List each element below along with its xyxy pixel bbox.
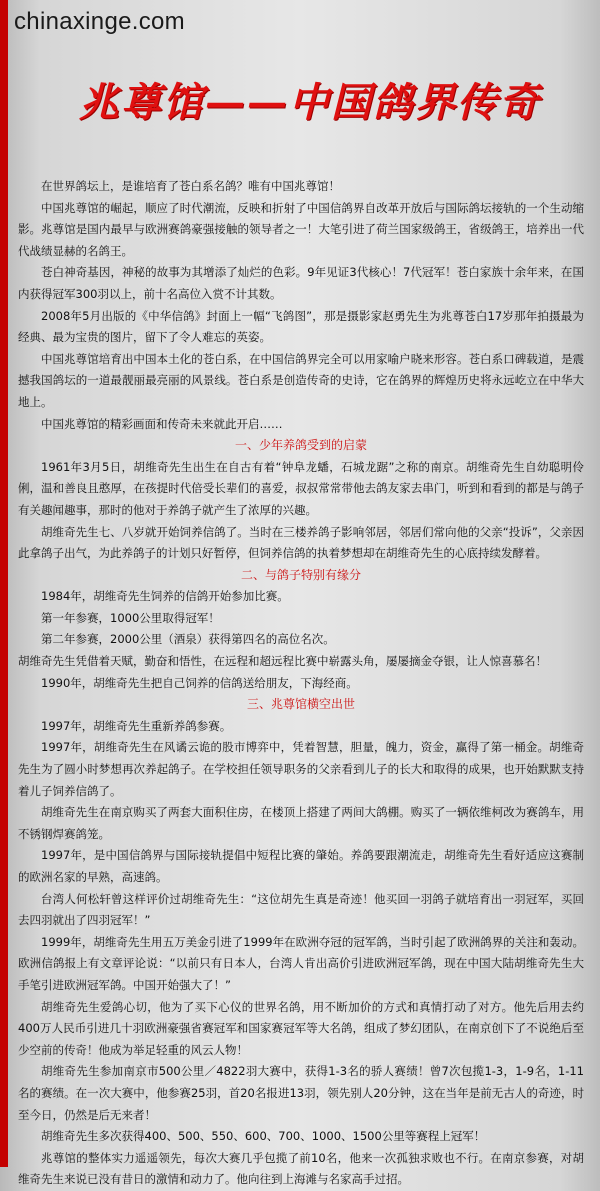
paragraph: 第一年参赛，1000公里取得冠军！	[41, 610, 220, 625]
paragraph: 2008年5月出版的《中华信鸽》封面上一幅“飞鸽图”，那是摄影家赵勇先生为兆尊苍白17岁那年拍摄最为经典、最为宝贵的图片，留下了令人难忘的英姿。	[18, 308, 584, 345]
paragraph: 中国兆尊馆的崛起，顺应了时代潮流，反映和折射了中国信鸽界自改革开放后与国际鸽坛接轨的一个生动缩影。兆尊馆是国内最早与欧洲赛鸽豪强接触的领导者之一！大笔引进了荷兰国家级鸽王，省级鸽王，培养出一代代战绩显赫的名鸽王。	[18, 200, 584, 258]
paragraph: 中国兆尊馆培育出中国本土化的苍白系，在中国信鸽界完全可以用家喻户晓来形容。苍白系口碑载道，是震撼我国鸽坛的一道最靓丽最亮丽的风景线。苍白系是创造传奇的史诗，它在鸽界的辉煌历史将永远屹立在中华大地上。	[18, 351, 584, 409]
paragraph: 苍白神奇基因，神秘的故事为其增添了灿烂的色彩。9年见证3代核心！7代冠军！苍白家族十余年来，在国内获得冠军300羽以上，前十名高位入赏不计其数。	[18, 265, 584, 301]
paragraph: 中国兆尊馆的精彩画面和传奇未来就此开启……	[41, 416, 283, 431]
paragraph: 胡维奇先生爱鸽心切，他为了买下心仪的世界名鸽，用不断加价的方式和真情打动了对方。他先后用去约400万人民币引进几十羽欧洲豪强省赛冠军和国家赛冠军等大名鸽，组成了梦幻团队，在南京创下了不说绝后至少空前的传奇！他成为举足轻重的风云人物！	[18, 999, 584, 1057]
paragraph: 1984年，胡维奇先生饲养的信鸽开始参加比赛。	[41, 589, 289, 604]
paragraph: 1961年3月5日，胡维奇先生出生在自古有着“钟阜龙蟠，石城龙踞”之称的南京。胡维奇先生自幼聪明伶俐，温和善良且憨厚，在孩提时代倍受长辈们的喜爱，叔叔常常带他去鸽友家去串门，听到和看到的都是与鸽子有关趣闻趣事，那时的他对于养鸽子就产生了浓厚的兴趣。	[18, 459, 584, 517]
page-title: 兆尊馆——中国鸽界传奇	[79, 79, 541, 126]
paragraph: 1997年，胡维奇先生在风谲云诡的股市博弈中，凭着智慧，胆量，魄力，资金，赢得了第一桶金。胡维奇先生为了圆小时梦想再次养起鸽子。在学校担任领导职务的父亲看到儿子的长大和取得的成果，也开始默默支持着儿子饲养信鸽了。	[18, 740, 584, 798]
paragraph: 1990年，胡维奇先生把自己饲养的信鸽送给朋友，下海经商。	[41, 675, 358, 690]
article-body	[18, 176, 584, 1191]
paragraph: 台湾人何松轩曾这样评价过胡维奇先生：“这位胡先生真是奇迹！他买回一羽鸽子就培育出一羽冠军，买回去四羽就出了四羽冠军！”	[18, 891, 584, 928]
paragraph: 1999年，胡维奇先生用五万美金引进了1999年在欧洲夺冠的冠军鸽，当时引起了欧洲鸽界的关注和轰动。欧洲信鸽报上有文章评论说：“以前只有日本人，台湾人肯出高价引进欧洲冠军鸽，现在中国大陆胡维奇先生大手笔引进欧洲冠军鸽。中国开始强大了！”	[18, 934, 584, 992]
section-heading: 一、少年养鸽受到的启蒙	[234, 438, 367, 453]
paragraph: 在世界鸽坛上，是谁培育了苍白系名鸽？唯有中国兆尊馆！	[41, 179, 340, 193]
paragraph: 胡维奇先生七、八岁就开始饲养信鸽了。当时在三楼养鸽子影响邻居，邻居们常向他的父亲“投诉”，父亲因此拿鸽子出气，为此养鸽子的计划只好暂停，但饲养信鸽的执着梦想却在胡维奇先生的心底持续发酵着。	[18, 524, 584, 561]
site-watermark: chinaxinge.com	[14, 8, 185, 35]
section-heading: 二、与鸽子特别有缘分	[240, 567, 361, 582]
paragraph: 胡维奇先生参加南京市500公里／4822羽大赛中，获得1-3名的骄人赛绩！曾7次包揽1-3，1-9名，1-11名的赛绩。在一次大赛中，他参赛25羽，首20名报进13羽，领先别人20分钟，这在当年是前无古人的奇迹，时至今日，仍然是后无来者！	[18, 1064, 584, 1122]
paragraph: 胡维奇先生在南京购买了两套大面积住房，在楼顶上搭建了两间大鸽棚。购买了一辆依维柯改为赛鸽车，用不锈钢焊赛鸽笼。	[18, 805, 584, 841]
paragraph: 1997年，是中国信鸽界与国际接轨提倡中短程比赛的肇始。养鸽要跟潮流走，胡维奇先生看好适应这赛制的欧洲名家的早熟，高速鸽。	[18, 848, 584, 884]
paragraph: 胡维奇先生凭借着天赋，勤奋和悟性，在远程和超远程比赛中崭露头角，屡屡摘金夺银，让人惊喜慕名！	[18, 654, 547, 669]
paragraph: 1997年，胡维奇先生重新养鸽参赛。	[41, 718, 232, 733]
paragraph: 胡维奇先生多次获得400、500、550、600、700、1000、1500公里等赛程上冠军！	[41, 1129, 486, 1144]
paragraph: 兆尊馆的整体实力遥遥领先，每次大赛几乎包揽了前10名，他来一次孤独求败也不行。在南京参赛，对胡维奇先生来说已没有昔日的激情和动力了。他向往到上海滩与名家高手过招。	[18, 1150, 584, 1187]
left-red-bar	[0, 0, 8, 1167]
paragraph: 第二年参赛，2000公里（酒泉）获得第四名的高位名次。	[41, 632, 335, 647]
section-heading: 三、兆尊馆横空出世	[246, 697, 355, 712]
